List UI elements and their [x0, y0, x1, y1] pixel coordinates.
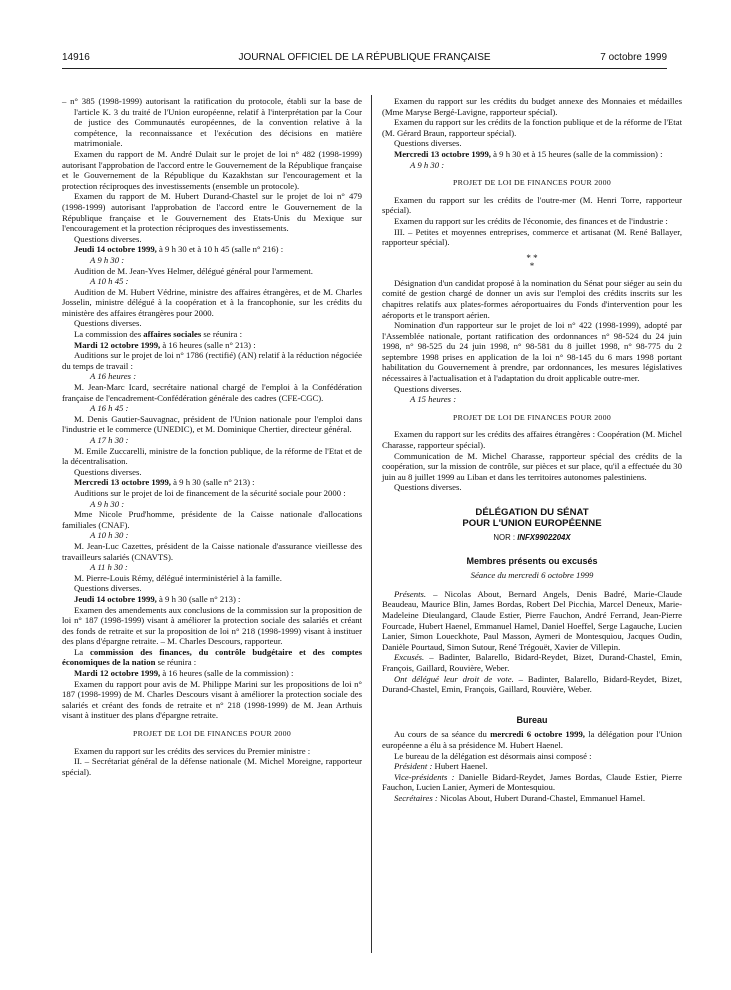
bureau-secretaries: Secrétaires : Nicolas About, Hubert Durand-Chastel, Emmanuel Hamel.: [394, 792, 646, 803]
paragraph: Examen du rapport sur les crédits de l'outre-mer (M. Henri Torre, rapporteur spécial).: [382, 194, 682, 216]
schedule-line: Jeudi 14 octobre 1999, à 9 h 30 et à 10 h 45 (salle n° 216) :: [74, 244, 284, 255]
paragraph: Questions diverses.: [394, 383, 462, 394]
paragraph: Questions diverses.: [74, 318, 142, 329]
right-column: [382, 96, 682, 803]
paragraph: Examen du rapport sur les crédits des affaires étrangères : Coopération (M. Michel Charasse, rapporteur spécial).: [382, 429, 682, 451]
paragraph: Auditions sur le projet de loi n° 1786 (rectifié) (AN) relatif à la réduction négociée du temps de travail :: [62, 350, 362, 371]
paragraph: – n° 385 (1998-1999) autorisant la ratification du protocole, établi sur la base de l'article K. 3 du traité de l'Union européenne, relatif à l'interprétation par la Cour de justice des Communautés européennes, de la convention relative à la compétence, la reconnaissance et l'exécution des décisions en matière matrimoniale.: [62, 96, 362, 149]
paragraph: Examen des amendements aux conclusions de la commission sur la proposition de loi n° 187 (1998-1999) visant à améliorer la protection sociale des salariés et créant des fonds de retraite et sur la proposition de loi n° 218 (1998-1999) visant à instituer des plans d'épargne retraite. – M. Charles Descours, rapporteur.: [62, 604, 362, 647]
schedule-line: Jeudi 14 octobre 1999, à 9 h 30 (salle n° 213) :: [74, 593, 241, 604]
time-slot: A 10 h 45 :: [90, 276, 129, 287]
time-slot: A 11 h 30 :: [90, 562, 128, 573]
paragraph: Audition de M. Jean-Yves Helmer, délégué général pour l'armement.: [74, 265, 313, 276]
paragraph: Examen du rapport de M. Hubert Durand-Chastel sur le projet de loi n° 479 (1998-1999) autorisant l'approbation de l'accord entre le Gouvernement de la République française et le Gouvernement des Etats-Unis du Mexique sur l'encouragement et la protection réciproques des investissements.: [62, 191, 362, 234]
paragraph: M. Denis Gautier-Sauvagnac, président de l'Union nationale pour l'emploi dans l'industrie et le commerce (UNEDIC), et M. Dominique Chertier, directeur général.: [62, 413, 362, 435]
committee-line: La commission des affaires sociales se réunira :: [74, 329, 242, 340]
paragraph: Nomination d'un rapporteur sur le projet de loi n° 422 (1998-1999), adopté par l'Assemblée nationale, portant ratification des ordonnances n° 98-524 du 24 juin 1998, n° 98-525 du 24 juin 1998, n° 98-581 du 8 juillet 1998, n° 98-775 du 2 septembre 1998 prises en application de la loi n° 98-145 du 6 mars 1998 portant habilitation du Gouvernement à prendre, par ordonnances, les mesures législatives nécessaires à l'actualisation et à l'adaptation du droit applicable outre-mer.: [382, 320, 682, 384]
paragraph: Au cours de sa séance du mercredi 6 octobre 1999, la délégation pour l'Union européenne a élu à sa présidence M. Hubert Haenel.: [382, 729, 682, 750]
schedule-line: Mardi 12 octobre 1999, à 16 heures (salle n° 213) :: [74, 339, 256, 350]
paragraph: Questions diverses.: [394, 482, 462, 493]
time-slot: A 17 h 30 :: [90, 435, 129, 445]
bureau-president: Président : Hubert Haenel.: [394, 761, 488, 772]
header-rule: [62, 68, 667, 69]
paragraph: Examen du rapport sur les crédits du budget annexe des Monnaies et médailles (Mme Maryse Bergé-Lavigne, rapporteur spécial).: [382, 96, 682, 117]
section-heading: PROJET DE LOI DE FINANCES POUR 2000: [132, 729, 292, 739]
bureau-heading: Bureau: [516, 714, 548, 725]
paragraph: Examen du rapport sur les crédits de l'économie, des finances et de l'industrie :: [394, 215, 668, 226]
delegation-title: DÉLÉGATION DU SÉNAT POUR L'UNION EUROPÉENNE: [462, 507, 602, 529]
paragraph: M. Pierre-Louis Rémy, délégué interministériel à la famille.: [74, 572, 282, 583]
attendees-excused: Excusés. – Badinter, Balarello, Bidard-Reydet, Bizet, Durand-Chastel, Emin, François, Gaillard, Rouvière, Weber.: [382, 652, 682, 673]
schedule-line: Mercredi 13 octobre 1999, à 9 h 30 et à 15 heures (salle de la commission) :: [394, 148, 663, 159]
schedule-line: Mercredi 13 octobre 1999, à 9 h 30 (salle n° 213) :: [74, 477, 255, 488]
page-header: [62, 52, 667, 68]
paragraph: Questions diverses.: [74, 233, 142, 244]
paragraph: Auditions sur le projet de loi de financement de la sécurité sociale pour 2000 :: [74, 487, 346, 498]
section-heading: PROJET DE LOI DE FINANCES POUR 2000: [452, 412, 612, 422]
time-slot: A 15 heures :: [410, 394, 457, 405]
issue-date: 7 octobre 1999: [600, 52, 667, 63]
paragraph: Questions diverses.: [394, 138, 462, 149]
paragraph: Examen du rapport de M. André Dulait sur le projet de loi n° 482 (1998-1999) autorisant l'approbation de l'accord entre le Gouvernement de la République française et le Gouvernement de la République du Kazakhstan sur l'encouragement et la protection réciproques des investissements (ensemble un protocole).: [62, 148, 362, 191]
left-column: [62, 96, 362, 777]
time-slot: A 16 h 45 :: [90, 403, 129, 414]
paragraph: Désignation d'un candidat proposé à la nomination du Sénat pour siéger au sein du comité de gestion chargé de donner un avis sur l'emploi des crédits inscrits sur les chapitres relatifs aux plates-formes aéroportuaires du Fonds d'intervention pour les aéroports et le transport aérien.: [382, 277, 682, 320]
time-slot: A 16 heures :: [90, 371, 137, 382]
separator-stars: * *: [526, 252, 538, 263]
members-heading: Membres présents ou excusés: [466, 555, 598, 566]
separator-star: *: [529, 260, 535, 271]
journal-title: JOURNAL OFFICIEL DE LA RÉPUBLIQUE FRANÇAISE: [238, 52, 491, 63]
paragraph: Examen du rapport pour avis de M. Philippe Marini sur les propositions de loi n° 187 (1998-1999) de M. Charles Descours visant à améliorer la protection sociale des salariés et créant des fonds de retraite et n° 218 (1998-1999) de M. Jean Arthuis visant à instituer des plans d'épargne retraite.: [62, 678, 362, 721]
time-slot: A 9 h 30 :: [90, 254, 125, 265]
paragraph: M. Emile Zuccarelli, ministre de la fonction publique, de la réforme de l'Etat et de la décentralisation.: [62, 445, 362, 467]
time-slot: A 9 h 30 :: [410, 159, 445, 170]
column-divider: [371, 95, 372, 953]
paragraph: Le bureau de la délégation est désormais ainsi composé :: [394, 750, 592, 761]
paragraph: Audition de M. Hubert Védrine, ministre des affaires étrangères, et de M. Charles Josselin, ministre délégué à la coopération et à la francophonie, sur les crédits du ministère des affaires étrangères pour 2000.: [62, 286, 362, 318]
paragraph: III. – Petites et moyennes entreprises, commerce et artisanat (M. René Ballayer, rapporteur spécial).: [382, 226, 682, 248]
page-number: 14916: [62, 52, 90, 63]
paragraph: Communication de M. Michel Charasse, rapporteur spécial des crédits de la coopération, sur la mission de contrôle, sur pièces et sur place, qu'il a effectuée du 30 juin au 8 juillet 1999 au Liban et dans les territoires autonomes palestiniens.: [382, 450, 682, 482]
paragraph: Questions diverses.: [74, 583, 142, 594]
paragraph: Questions diverses.: [74, 466, 142, 477]
time-slot: A 10 h 30 :: [90, 530, 129, 541]
paragraph: Examen du rapport sur les crédits de la fonction publique et de la réforme de l'Etat (M. Gérard Braun, rapporteur spécial).: [382, 117, 682, 138]
proxy-votes: Ont délégué leur droit de vote. – Badinter, Balarello, Bidard-Reydet, Bizet, Durand-Chastel, Emin, François, Gaillard, Rouvière, Weber.: [382, 673, 682, 695]
nor-reference: NOR : INFX9902204X: [493, 533, 571, 542]
bureau-vice-presidents: Vice-présidents : Danielle Bidard-Reydet, James Bordas, Claude Estier, Pierre Fauchon, Lucien Lanier, Aymeri de Montesquiou.: [382, 771, 682, 793]
time-slot: A 9 h 30 :: [90, 498, 125, 509]
paragraph: II. – Secrétariat général de la défense nationale (M. Michel Moreigne, rapporteur spécial).: [62, 756, 362, 777]
committee-line: La commission des finances, du contrôle budgétaire et des comptes économiques de la nation se réunira :: [62, 646, 362, 668]
paragraph: M. Jean-Marc Icard, secrétaire national chargé de l'emploi à la Confédération française de l'encadrement-Confédération générale des cadres (CFE-CGC).: [62, 382, 362, 403]
schedule-line: Mardi 12 octobre 1999, à 16 heures (salle de la commission) :: [74, 668, 294, 679]
section-separator: [382, 254, 682, 270]
paragraph: Examen du rapport sur les crédits des services du Premier ministre :: [74, 745, 311, 756]
attendees-present: Présents. – Nicolas About, Bernard Angels, Denis Badré, Marie-Claude Beaudeau, Maurice Blin, James Bordas, Robert Del Picchia, Marcel Deneux, Marie-Madeleine Dieulangard, Claude Estier, Pierre Fauchon, André Ferrand, Jean-Pierre Fourcade, Hubert Haenel, Emmanuel Hamel, Daniel Hoeffel, Serge Lagauche, Lucien Lanier, Simon Loueckhote, Paul Masson, Aymeri de Montesquiou, Jacques Oudin, Danièle Pourtaud, Simon Sutour, René Trégouët, Xavier de Villepin.: [382, 588, 682, 652]
session-date: Séance du mercredi 6 octobre 1999: [470, 570, 594, 581]
paragraph: Mme Nicole Prud'homme, présidente de la Caisse nationale d'allocations familiales (CNAF).: [62, 509, 362, 530]
paragraph: M. Jean-Luc Cazettes, président de la Caisse nationale d'assurance vieillesse des travailleurs salariés (CNAVTS).: [62, 540, 362, 562]
section-heading: PROJET DE LOI DE FINANCES POUR 2000: [452, 178, 612, 188]
